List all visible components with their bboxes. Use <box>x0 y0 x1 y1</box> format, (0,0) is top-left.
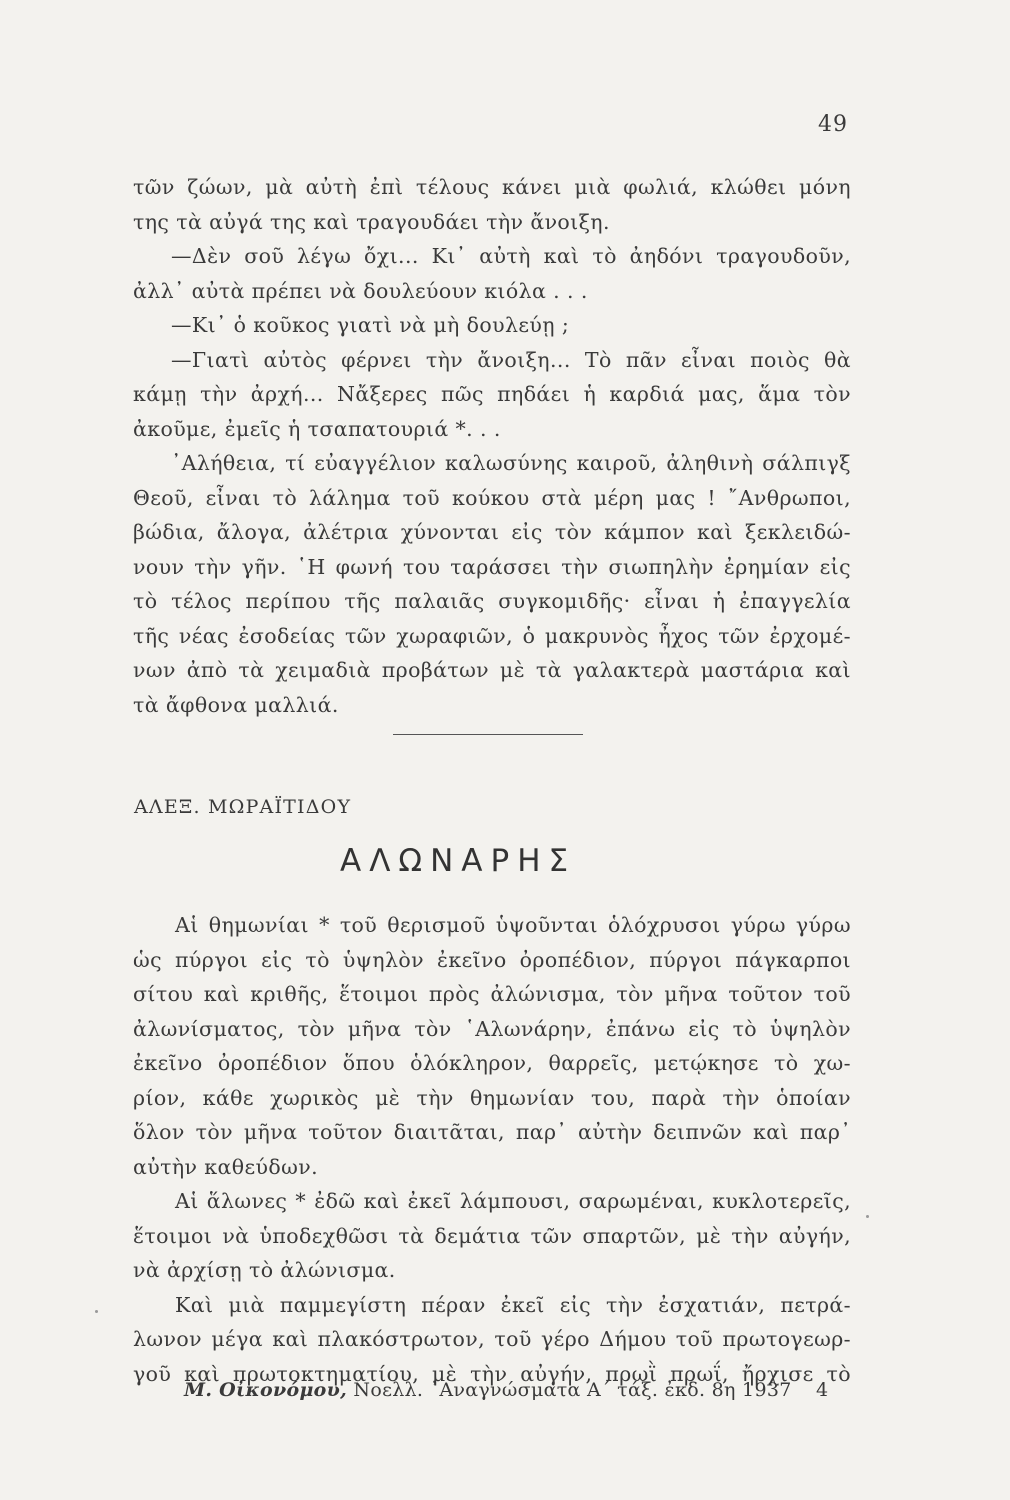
text-line: ἀλλ᾿ αὐτὰ πρέπει νὰ δουλεύουν κιόλα . . . <box>133 278 588 303</box>
footer-signature-mark: 4 <box>816 1379 829 1401</box>
text-line: —Δὲν σοῦ λέγω ὄχι... Κι᾿ αὐτὴ καὶ τὸ ἀηδόνι τραγουδοῦν, <box>171 244 851 268</box>
text-line: ὡς πύργοι εἰς τὸ ὑψηλὸν ἐκεῖνο ὀροπέδιον, πύργοι πάγκαρποι <box>133 947 851 972</box>
text-line: τῆς νέας ἐσοδείας τῶν χωραφιῶν, ὁ μακρυνὸς ἦχος τῶν ἐρχομέ- <box>133 623 851 648</box>
text-line: ἀλωνίσματος, τὸν μῆνα τὸν ῾Αλωνάρην, ἐπάνω εἰς τὸ ὑψηλὸν <box>133 1016 851 1041</box>
text-line: λωνον μέγα καὶ πλακόστρωτον, τοῦ γέρο Δήμου τοῦ πρωτογεωρ- <box>133 1327 851 1351</box>
story-title: ΑΛΩΝΑΡΗΣ <box>340 843 577 879</box>
text-line: νουν τὴν γῆν. ῾Η φωνή του ταράσσει τὴν σιωπηλὴν ἐρημίαν εἰς <box>133 554 851 579</box>
text-line: Αἱ ἅλωνες * ἐδῶ καὶ ἐκεῖ λάμπουσι, σαρωμέναι, κυκλοτερεῖς, <box>175 1189 851 1213</box>
section-2-text <box>133 908 851 1391</box>
page-footer <box>184 1379 829 1401</box>
text-line: —Κι᾿ ὁ κοῦκος γιατὶ νὰ μὴ δουλεύῃ ; <box>171 313 570 337</box>
text-line: τὰ ἄφθονα μαλλιά. <box>133 692 339 717</box>
text-line: ἀκοῦμε, ἐμεῖς ἡ τσαπατουριά *. . . <box>133 416 501 441</box>
author-name: ΑΛΕΞ. ΜΩΡΑΪΤΙΔΟΥ <box>134 796 352 818</box>
text-line: —Γιατὶ αὐτὸς φέρνει τὴν ἄνοιξη... Τὸ πᾶν εἶναι ποιὸς θὰ <box>171 347 851 372</box>
text-line: Καὶ μιὰ παμμεγίστη πέραν ἐκεῖ εἰς τὴν ἐσχατιάν, πετρά- <box>175 1292 851 1317</box>
section-1-text <box>133 170 851 722</box>
text-line: Αἱ θημωνίαι * τοῦ θερισμοῦ ὑψοῦνται ὁλόχρυσοι γύρω γύρω <box>175 913 851 937</box>
text-line: γοῦ καὶ πρωτοκτηματίου, μὲ τὴν αὐγήν, πρωῒ πρωΐ, ἤρχισε τὸ <box>133 1361 851 1386</box>
text-line: σίτου καὶ κριθῆς, ἕτοιμοι πρὸς ἀλώνισμα, τὸν μῆνα τοῦτον τοῦ <box>133 982 851 1006</box>
text-line: ρίον, κάθε χωρικὸς μὲ τὴν θημωνίαν του, παρὰ τὴν ὁποίαν <box>133 1085 851 1110</box>
text-line: Θεοῦ, εἶναι τὸ λάλημα τοῦ κούκου στὰ μέρη μας ! ῎Ανθρωποι, <box>133 485 851 510</box>
section-divider <box>393 734 583 735</box>
paper-speck <box>95 1310 98 1313</box>
text-line: νὰ ἀρχίσῃ τὸ ἀλώνισμα. <box>133 1258 396 1282</box>
text-line: ᾿Αλήθεια, τί εὐαγγέλιον καλωσύνης καιροῦ, ἀληθινὴ σάλπιγξ <box>171 451 851 475</box>
text-line: νων ἀπὸ τὰ χειμαδιὰ προβάτων μὲ τὰ γαλακτερὰ μαστάρια καὶ <box>133 658 851 682</box>
text-line: ἐκεῖνο ὀροπέδιον ὅπου ὁλόκληρον, θαρρεῖς, μετῴκησε τὸ χω- <box>133 1051 851 1075</box>
footer-author: Μ. Οἰκονόμου, <box>184 1379 348 1401</box>
page-number: 49 <box>818 112 848 137</box>
text-line: κάμῃ τὴν ἀρχή... Νἄξερες πῶς πηδάει ἡ καρδιά μας, ἅμα τὸν <box>133 382 851 406</box>
text-line: της τὰ αὐγά της καὶ τραγουδάει τὴν ἄνοιξη. <box>133 209 610 234</box>
text-line: βώδια, ἄλογα, ἀλέτρια χύνονται εἰς τὸν κάμπον καὶ ξεκλειδώ- <box>133 520 851 544</box>
text-line: αὐτὴν καθεύδων. <box>133 1154 319 1179</box>
text-line: τὸ τέλος περίπου τῆς παλαιᾶς συγκομιδῆς· εἶναι ἡ ἐπαγγελία <box>133 589 851 613</box>
text-line: ὅλον τὸν μῆνα τοῦτον διαιτᾶται, παρ᾿ αὐτὴν δειπνῶν καὶ παρ᾿ <box>133 1120 851 1144</box>
text-line: ἕτοιμοι νὰ ὑποδεχθῶσι τὰ δεμάτια τῶν σπαρτῶν, μὲ τὴν αὐγήν, <box>133 1223 851 1248</box>
footer-text: Νοελλ. ᾿Αναγνώσματα Α΄ τάξ. ἐκδ. 8η 1937 <box>353 1379 792 1401</box>
paper-speck <box>866 1215 869 1218</box>
text-line: τῶν ζώων, μὰ αὐτὴ ἐπὶ τέλους κάνει μιὰ φωλιά, κλώθει μόνη <box>133 175 851 199</box>
